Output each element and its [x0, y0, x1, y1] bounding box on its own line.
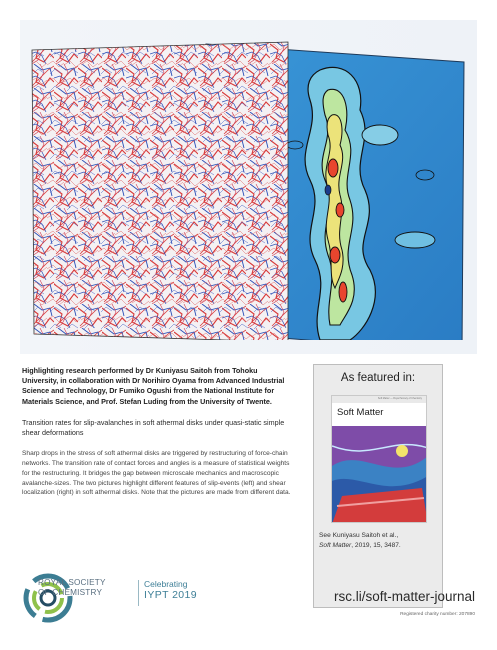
journal-cover[interactable]	[331, 395, 427, 523]
cover-journal-name: Soft Matter	[337, 407, 384, 418]
rsc-wordmark	[38, 578, 106, 598]
iypt-label: IYPT 2019	[144, 589, 198, 601]
research-highlight: Highlighting research performed by Dr Kuniyasu Saitoh from Tohoku University, in collaboration with Dr Norihiro Oyama from Advanced Industrial Science and Technology, Dr Fumiko Ogushi from the National Institute for Materials Science, and Prof. Stefan Luding from the University of Twente.	[22, 366, 285, 406]
article-abstract: Sharp drops in the stress of soft athermal disks are triggered by restructuring of force-chain networks. The transition rate of contact forces and angles is a measure of statistical weights for the restructuring. It bridges the gap between microscale mechanics and macroscopic avalanche-sizes. The two pictures highlight different features of slip-events (left) and shear localization (right) in soft athermal disks. Note that the pictures are made from different data.	[22, 450, 291, 497]
force-chain-network	[30, 40, 290, 340]
description-column	[22, 366, 292, 498]
rsc-line-2: OF CHEMISTRY	[38, 588, 103, 597]
cover-artwork	[332, 426, 427, 523]
reference-journal: Soft Matter	[319, 541, 352, 549]
cover-header-text: Soft Matter — Royal Society of Chemistry	[377, 397, 422, 400]
featured-reference	[319, 531, 441, 550]
hero-figure	[20, 20, 477, 354]
featured-title: As featured in:	[340, 372, 416, 384]
footer-divider	[138, 580, 139, 606]
celebrating-label: Celebrating	[144, 579, 188, 589]
reference-authors: See Kuniyasu Saitoh et al.,	[319, 532, 399, 539]
article-title: Transition rates for slip-avalanches in soft athermal disks under quasi-static simple shear deformations	[22, 417, 285, 438]
celebrating-iypt	[144, 579, 197, 601]
journal-url-link[interactable]: rsc.li/soft-matter-journal	[333, 589, 475, 604]
featured-box	[313, 364, 443, 608]
charity-number: Registered charity number: 207890	[400, 612, 475, 617]
rsc-line-1: ROYAL SOCIETY	[38, 578, 106, 587]
reference-citation: , 2019, 15, 3487.	[351, 541, 401, 549]
